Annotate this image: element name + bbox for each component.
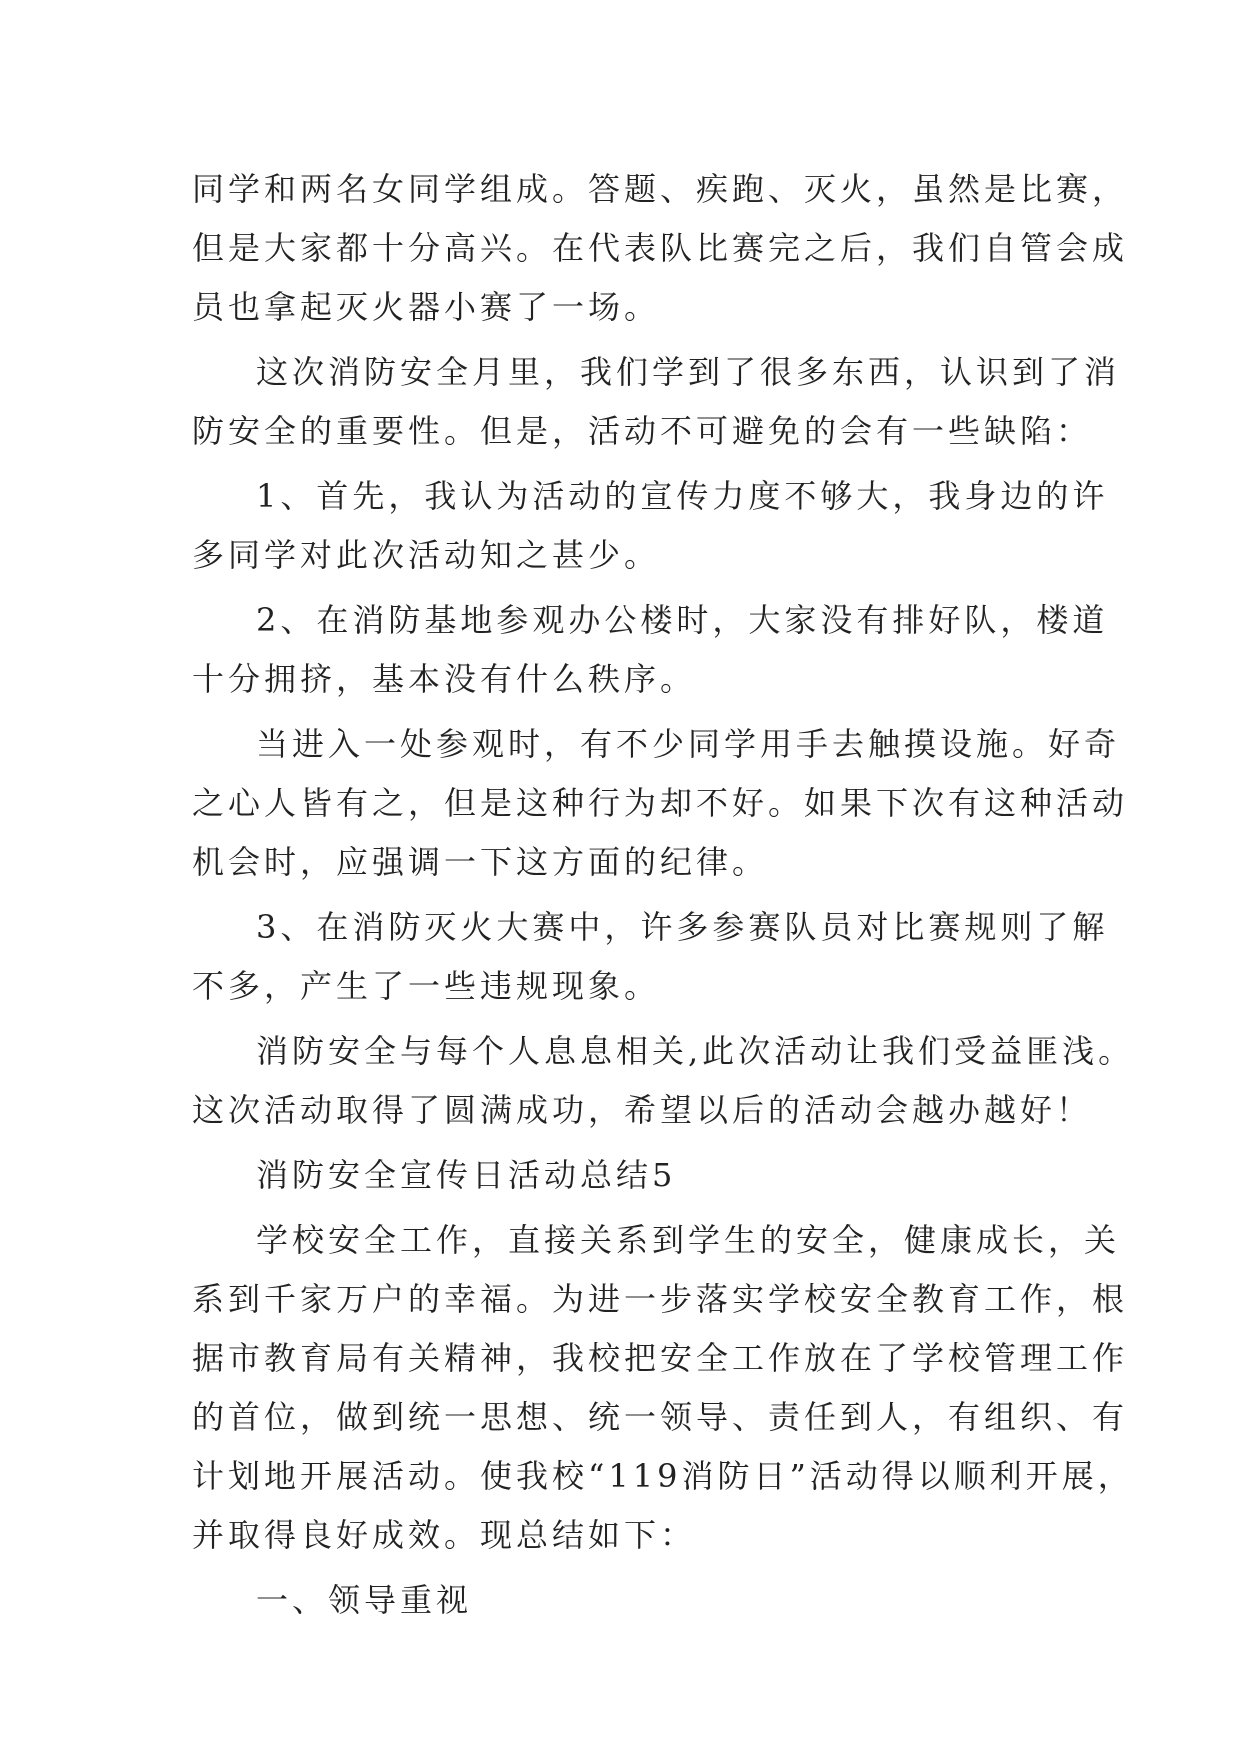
document-body [192, 160, 1135, 1630]
paragraph-line: 员也拿起灭火器小赛了一场。 [192, 288, 661, 326]
paragraph-line: 但是大家都十分高兴。在代表队比赛完之后，我们自管会成 [192, 229, 1129, 267]
list-item-line: 3、在消防灭火大赛中，许多参赛队员对比赛规则了解 [256, 908, 1109, 946]
paragraph-line: 这次消防安全月里，我们学到了很多东西，认识到了消 [256, 353, 1121, 391]
list-item-line: 2、在消防基地参观办公楼时，大家没有排好队，楼道 [256, 601, 1109, 639]
paragraph-line: 消防安全与每个人息息相关,此次活动让我们受益匪浅。 [256, 1032, 1135, 1070]
paragraph-line: 防安全的重要性。但是，活动不可避免的会有一些缺陷： [192, 412, 1093, 450]
paragraph-line: 的首位，做到统一思想、统一领导、责任到人，有组织、有 [192, 1398, 1129, 1436]
paragraph-line: 机会时，应强调一下这方面的纪律。 [192, 843, 769, 881]
paragraph-line: 当进入一处参观时，有不少同学用手去触摸设施。好奇 [256, 725, 1121, 763]
list-item-line: 十分拥挤，基本没有什么秩序。 [192, 660, 697, 698]
paragraph-line: 并取得良好成效。现总结如下： [192, 1516, 697, 1554]
paragraph-line: 学校安全工作，直接关系到学生的安全，健康成长，关 [256, 1221, 1121, 1259]
list-item-line: 多同学对此次活动知之甚少。 [192, 536, 661, 574]
paragraph-line: 据市教育局有关精神，我校把安全工作放在了学校管理工作 [192, 1339, 1129, 1377]
paragraph-line: 同学和两名女同学组成。答题、疾跑、灭火，虽然是比赛， [192, 170, 1129, 208]
section-title: 消防安全宣传日活动总结5 [256, 1156, 677, 1194]
paragraph-line: 系到千家万户的幸福。为进一步落实学校安全教育工作，根 [192, 1280, 1129, 1318]
paragraph-line: 之心人皆有之，但是这种行为却不好。如果下次有这种活动 [192, 784, 1129, 822]
subsection-heading: 一、领导重视 [256, 1581, 473, 1619]
list-item-line: 不多，产生了一些违规现象。 [192, 967, 661, 1005]
paragraph-line: 这次活动取得了圆满成功，希望以后的活动会越办越好！ [192, 1091, 1093, 1129]
paragraph-line: 计划地开展活动。使我校“119消防日”活动得以顺利开展， [192, 1457, 1134, 1495]
list-item-line: 1、首先，我认为活动的宣传力度不够大，我身边的许 [256, 477, 1109, 515]
